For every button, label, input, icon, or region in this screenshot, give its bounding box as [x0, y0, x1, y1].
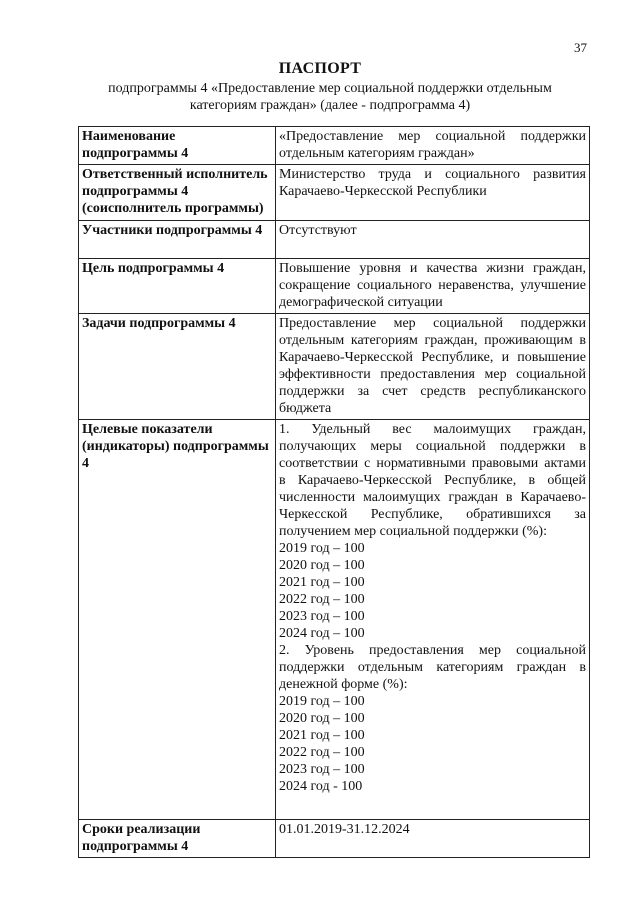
row-value-indicators: [276, 420, 590, 820]
indicator-2-text: 2. Уровень предоставления мер социальной поддержки отдельным категориям граждан в денежной форме (%):: [279, 643, 586, 692]
table-row: [79, 420, 590, 820]
indicator-1-year: 2024 год – 100: [279, 626, 365, 641]
page-number: 37: [574, 40, 587, 55]
row-value-participants: Отсутствуют: [276, 221, 590, 259]
row-value-period: 01.01.2019-31.12.2024: [276, 820, 590, 858]
indicator-2-year: 2024 год - 100: [279, 779, 363, 794]
indicator-2-year: 2020 год – 100: [279, 711, 365, 726]
row-value-name: «Предоставление мер социальной поддержки отдельным категориям граждан»: [276, 127, 590, 165]
passport-table: [78, 126, 590, 858]
row-label-participants: Участники подпрограммы 4: [79, 221, 276, 259]
table-row: [79, 259, 590, 314]
indicator-1-year: 2019 год – 100: [279, 541, 365, 556]
row-label-tasks: Задачи подпрограммы 4: [79, 314, 276, 420]
indicator-1-year: 2022 год – 100: [279, 592, 365, 607]
row-value-executor: Министерство труда и социального развития Карачаево-Черкесской Республики: [276, 165, 590, 221]
indicator-1-text: 1. Удельный вес малоимущих граждан, получающих меры социальной поддержки в соответствии с нормативными правовыми актами в Карачаево-Черкесской Республике, в общей численности малоимущих граждан в Карачаево-Черкесской Республике, обратившихся за получением мер социальной поддержки (%):: [279, 422, 586, 539]
document-title: ПАСПОРТ: [278, 60, 362, 77]
indicator-2-year: 2023 год – 100: [279, 762, 365, 777]
indicator-1-year: 2023 год – 100: [279, 609, 365, 624]
table-row: [79, 165, 590, 221]
document-subtitle: подпрограммы 4 «Предоставление мер социальной поддержки отдельным категориям граждан» (далее - подпрограмма 4): [108, 81, 552, 113]
row-label-executor: Ответственный исполнитель подпрограммы 4 (соисполнитель программы): [79, 165, 276, 221]
row-label-indicators: Целевые показатели (индикаторы) подпрограммы 4: [79, 420, 276, 820]
indicator-2-year: 2021 год – 100: [279, 728, 365, 743]
table-row: [79, 820, 590, 858]
row-label-name: Наименование подпрограммы 4: [79, 127, 276, 165]
indicator-1-year: 2020 год – 100: [279, 558, 365, 573]
table-row: [79, 127, 590, 165]
table-row: [79, 314, 590, 420]
row-label-period: Сроки реализации подпрограммы 4: [79, 820, 276, 858]
row-value-tasks: Предоставление мер социальной поддержки отдельным категориям граждан, проживающим в Карачаево-Черкесской Республике, и повышение эффективности предоставления мер социальной поддержки за счет средств республиканского бюджета: [276, 314, 590, 420]
row-value-goal: Повышение уровня и качества жизни граждан, сокращение социального неравенства, улучшение демографической ситуации: [276, 259, 590, 314]
indicator-2-year: 2022 год – 100: [279, 745, 365, 760]
indicator-2-year: 2019 год – 100: [279, 694, 365, 709]
table-row: [79, 221, 590, 259]
row-label-goal: Цель подпрограммы 4: [79, 259, 276, 314]
indicator-1-year: 2021 год – 100: [279, 575, 365, 590]
